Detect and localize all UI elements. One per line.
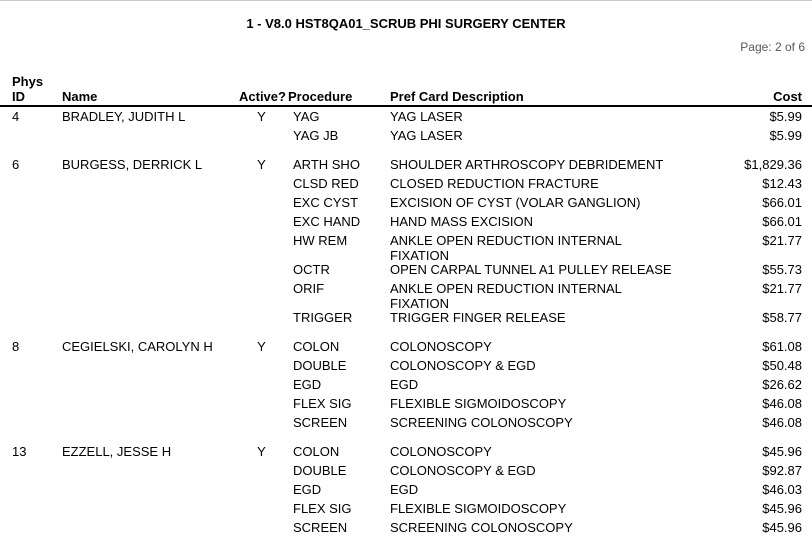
procedure-cell: YAG: [293, 109, 320, 124]
description-line: ANKLE OPEN REDUCTION INTERNAL: [390, 233, 622, 248]
description-line: HAND MASS EXCISION: [390, 214, 534, 229]
procedure-cell: ARTH SHO: [293, 157, 360, 172]
procedure-cell: EGD: [293, 482, 322, 497]
description-cell: [390, 445, 712, 460]
procedure-cell: DOUBLE: [293, 463, 347, 478]
procedure-cell: ORIF: [293, 281, 325, 296]
procedure-cell: EGD: [293, 377, 322, 392]
col-header-name: Name: [62, 89, 98, 104]
description-line: OPEN CARPAL TUNNEL A1 PULLEY RELEASE: [390, 262, 672, 277]
name-cell: BRADLEY, JUDITH L: [62, 109, 186, 124]
description-line: YAG LASER: [390, 128, 463, 143]
cost-cell: $21.77: [762, 281, 802, 296]
description-line: COLONOSCOPY & EGD: [390, 463, 536, 478]
procedure-cell: COLON: [293, 339, 340, 354]
description-cell: [390, 129, 712, 144]
procedure-cell: OCTR: [293, 262, 330, 277]
active-cell: Y: [257, 109, 266, 124]
description-line: FLEXIBLE SIGMOIDOSCOPY: [390, 396, 567, 411]
procedure-cell: TRIGGER: [293, 310, 353, 325]
procedure-cell: FLEX SIG: [293, 501, 352, 516]
description-cell: [390, 110, 712, 125]
cost-cell: $21.77: [762, 233, 802, 248]
procedure-cell: FLEX SIG: [293, 396, 352, 411]
cost-cell: $1,829.36: [744, 157, 802, 172]
description-cell: [390, 502, 712, 517]
cost-cell: $50.48: [762, 358, 802, 373]
col-header-cost: Cost: [773, 89, 802, 104]
phys-id-cell: 8: [12, 339, 20, 354]
description-cell: [390, 416, 712, 431]
description-cell: [390, 263, 712, 278]
description-line: FIXATION: [390, 248, 449, 263]
description-cell: [390, 483, 712, 498]
description-line: EXCISION OF CYST (VOLAR GANGLION): [390, 195, 641, 210]
col-header-active: Active?: [239, 89, 286, 104]
description-line: EGD: [390, 377, 419, 392]
description-cell: [390, 340, 712, 355]
col-header-phys: Phys: [12, 74, 44, 89]
procedure-cell: HW REM: [293, 233, 348, 248]
procedure-cell: COLON: [293, 444, 340, 459]
description-cell: [390, 464, 712, 479]
description-line: ANKLE OPEN REDUCTION INTERNAL: [390, 281, 622, 296]
name-cell: EZZELL, JESSE H: [62, 444, 172, 459]
cost-cell: $58.77: [762, 310, 802, 325]
cost-cell: $45.96: [762, 520, 802, 535]
description-cell: [390, 282, 712, 312]
description-cell: [390, 521, 712, 536]
page-number-label: Page: 2 of 6: [740, 40, 805, 54]
cost-cell: $55.73: [762, 262, 802, 277]
col-header-phys-id: ID: [12, 89, 25, 104]
description-line: COLONOSCOPY & EGD: [390, 358, 536, 373]
cost-cell: $12.43: [762, 176, 802, 191]
description-line: SCREENING COLONOSCOPY: [390, 520, 573, 535]
active-cell: Y: [257, 339, 266, 354]
cost-cell: $46.08: [762, 396, 802, 411]
cost-cell: $45.96: [762, 501, 802, 516]
cost-cell: $45.96: [762, 444, 802, 459]
col-header-procedure: Procedure: [288, 89, 353, 104]
active-cell: Y: [257, 444, 266, 459]
cost-cell: $66.01: [762, 195, 802, 210]
procedure-cell: SCREEN: [293, 415, 348, 430]
description-line: CLOSED REDUCTION FRACTURE: [390, 176, 599, 191]
procedure-cell: EXC HAND: [293, 214, 361, 229]
description-line: FIXATION: [390, 296, 449, 311]
description-cell: [390, 215, 712, 230]
cost-cell: $46.03: [762, 482, 802, 497]
name-cell: CEGIELSKI, CAROLYN H: [62, 339, 213, 354]
cost-cell: $61.08: [762, 339, 802, 354]
cost-cell: $5.99: [769, 128, 802, 143]
description-cell: [390, 311, 712, 326]
procedure-cell: EXC CYST: [293, 195, 359, 210]
description-line: EGD: [390, 482, 419, 497]
col-header-pref-card-description: Pref Card Description: [390, 89, 524, 104]
description-line: COLONOSCOPY: [390, 339, 492, 354]
description-line: TRIGGER FINGER RELEASE: [390, 310, 566, 325]
report-title: 1 - V8.0 HST8QA01_SCRUB PHI SURGERY CENTER: [246, 16, 566, 31]
description-cell: [390, 378, 712, 393]
procedure-cell: SCREEN: [293, 520, 348, 535]
procedure-cell: YAG JB: [293, 128, 339, 143]
description-cell: [390, 234, 712, 264]
name-cell: BURGESS, DERRICK L: [62, 157, 203, 172]
cost-cell: $92.87: [762, 463, 802, 478]
procedure-cell: CLSD RED: [293, 176, 359, 191]
phys-id-cell: 6: [12, 157, 20, 172]
description-cell: [390, 196, 712, 211]
description-line: COLONOSCOPY: [390, 444, 492, 459]
cost-cell: $26.62: [762, 377, 802, 392]
phys-id-cell: 4: [12, 109, 20, 124]
description-line: YAG LASER: [390, 109, 463, 124]
procedure-cell: DOUBLE: [293, 358, 347, 373]
active-cell: Y: [257, 157, 266, 172]
phys-id-cell: 13: [12, 444, 27, 459]
description-cell: [390, 158, 712, 173]
description-line: SHOULDER ARTHROSCOPY DEBRIDEMENT: [390, 157, 664, 172]
description-cell: [390, 177, 712, 192]
description-cell: [390, 359, 712, 374]
description-cell: [390, 397, 712, 412]
description-line: FLEXIBLE SIGMOIDOSCOPY: [390, 501, 567, 516]
description-line: SCREENING COLONOSCOPY: [390, 415, 573, 430]
cost-cell: $5.99: [769, 109, 802, 124]
cost-cell: $46.08: [762, 415, 802, 430]
cost-cell: $66.01: [762, 214, 802, 229]
